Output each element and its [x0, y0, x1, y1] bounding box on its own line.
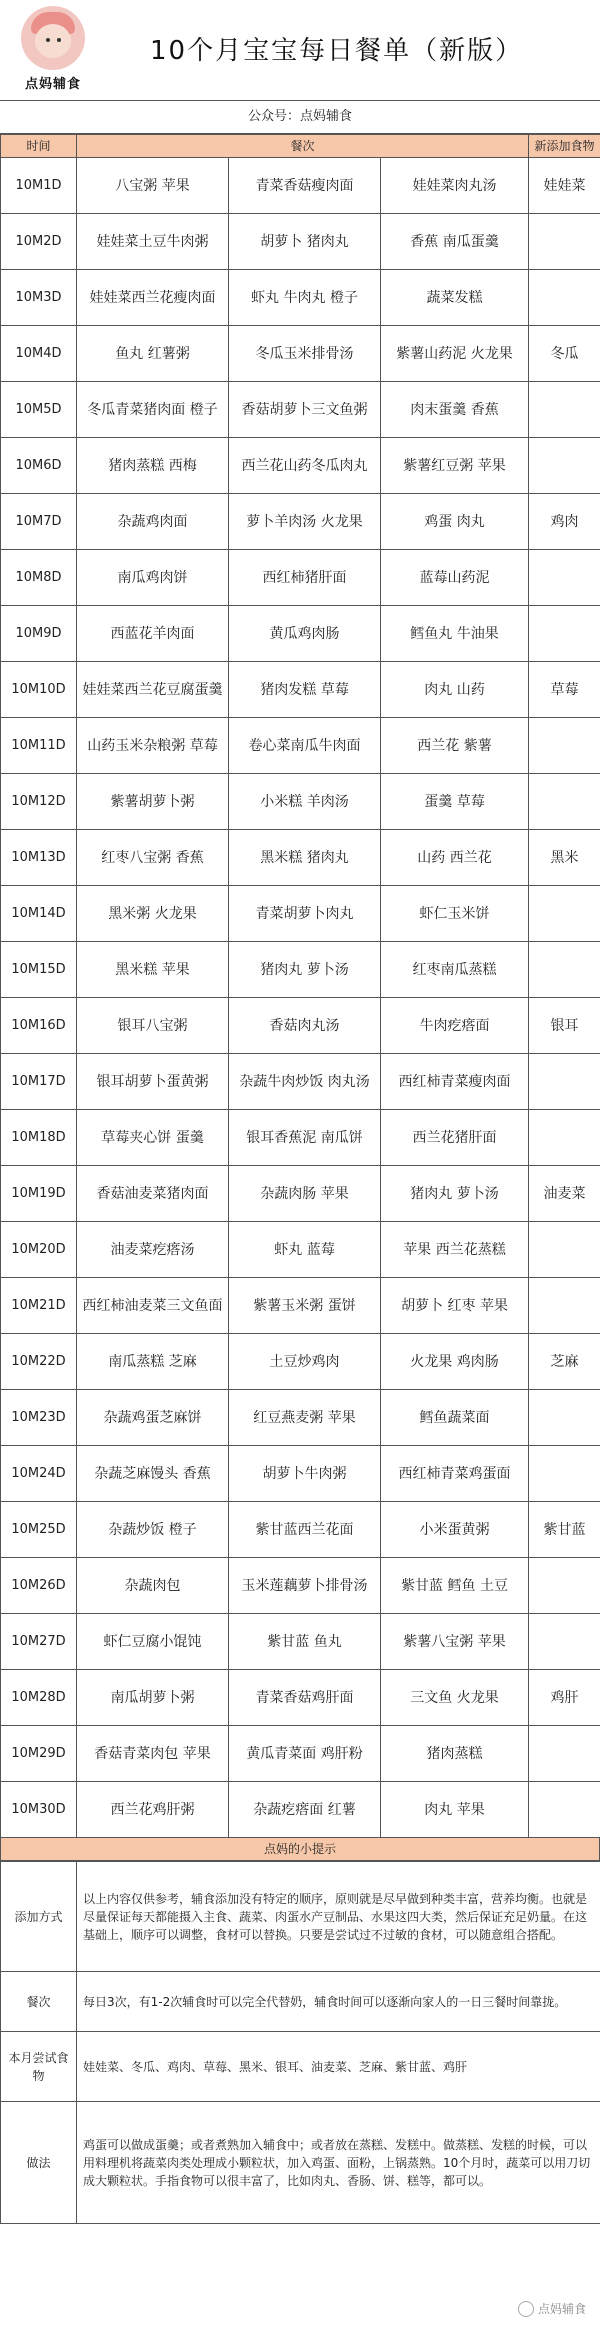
new-food-cell — [529, 1614, 600, 1670]
baby-avatar-icon — [21, 6, 85, 70]
new-food-cell: 银耳 — [529, 998, 600, 1054]
table-row — [1, 1726, 600, 1782]
meal-1-cell: 黑米粥 火龙果 — [77, 886, 229, 942]
tips-header: 点妈的小提示 — [0, 1838, 600, 1861]
new-food-cell — [529, 774, 600, 830]
new-food-cell: 紫甘蓝 — [529, 1502, 600, 1558]
meal-3-cell: 鳕鱼丸 牛油果 — [381, 606, 529, 662]
day-cell: 10M26D — [1, 1558, 77, 1614]
day-cell: 10M10D — [1, 662, 77, 718]
new-food-cell: 娃娃菜 — [529, 158, 600, 214]
header — [0, 0, 600, 101]
table-row — [1, 886, 600, 942]
day-cell: 10M12D — [1, 774, 77, 830]
meal-3-cell: 肉丸 苹果 — [381, 1782, 529, 1838]
table-row — [1, 1110, 600, 1166]
watermark-text: 点妈辅食 — [537, 2302, 586, 2316]
meal-1-cell: 香菇油麦菜猪肉面 — [77, 1166, 229, 1222]
meal-3-cell: 蛋羹 草莓 — [381, 774, 529, 830]
meal-1-cell: 杂蔬肉包 — [77, 1558, 229, 1614]
table-row — [1, 830, 600, 886]
day-cell: 10M28D — [1, 1670, 77, 1726]
meal-1-cell: 娃娃菜西兰花豆腐蛋羹 — [77, 662, 229, 718]
tips-table — [0, 1861, 600, 2224]
meal-1-cell: 油麦菜疙瘩汤 — [77, 1222, 229, 1278]
tip-label: 本月尝试食物 — [1, 2032, 77, 2102]
col-header-new-food: 新添加食物 — [529, 135, 600, 158]
meal-1-cell: 南瓜胡萝卜粥 — [77, 1670, 229, 1726]
meal-2-cell: 红豆燕麦粥 苹果 — [229, 1390, 381, 1446]
table-row — [1, 1782, 600, 1838]
tip-label: 添加方式 — [1, 1862, 77, 1972]
new-food-cell — [529, 1782, 600, 1838]
day-cell: 10M9D — [1, 606, 77, 662]
logo-text: 点妈辅食 — [24, 77, 81, 92]
meal-3-cell: 西红柿青菜瘦肉面 — [381, 1054, 529, 1110]
meal-2-cell: 猪肉发糕 草莓 — [229, 662, 381, 718]
tip-row — [1, 2102, 600, 2224]
meal-2-cell: 紫甘蓝西兰花面 — [229, 1502, 381, 1558]
meal-3-cell: 牛肉疙瘩面 — [381, 998, 529, 1054]
meal-3-cell: 三文鱼 火龙果 — [381, 1670, 529, 1726]
new-food-cell — [529, 1278, 600, 1334]
meal-2-cell: 萝卜羊肉汤 火龙果 — [229, 494, 381, 550]
table-row — [1, 662, 600, 718]
meal-3-cell: 猪肉丸 萝卜汤 — [381, 1166, 529, 1222]
meal-2-cell: 香菇肉丸汤 — [229, 998, 381, 1054]
watermark — [518, 2300, 586, 2317]
meal-2-cell: 虾丸 牛肉丸 橙子 — [229, 270, 381, 326]
tip-content: 娃娃菜、冬瓜、鸡肉、草莓、黑米、银耳、油麦菜、芝麻、紫甘蓝、鸡肝 — [77, 2032, 600, 2102]
table-row — [1, 1278, 600, 1334]
col-header-meals: 餐次 — [77, 135, 529, 158]
meal-1-cell: 红枣八宝粥 香蕉 — [77, 830, 229, 886]
meal-3-cell: 猪肉蒸糕 — [381, 1726, 529, 1782]
meal-2-cell: 西红柿猪肝面 — [229, 550, 381, 606]
table-row — [1, 438, 600, 494]
subtitle: 公众号：点妈辅食 — [0, 101, 600, 134]
day-cell: 10M8D — [1, 550, 77, 606]
meal-3-cell: 小米蛋黄粥 — [381, 1502, 529, 1558]
day-cell: 10M13D — [1, 830, 77, 886]
meal-2-cell: 紫甘蓝 鱼丸 — [229, 1614, 381, 1670]
page-title: 10个月宝宝每日餐单（新版） — [150, 36, 524, 66]
new-food-cell — [529, 550, 600, 606]
meal-2-cell: 青菜胡萝卜肉丸 — [229, 886, 381, 942]
meal-2-cell: 玉米莲藕萝卜排骨汤 — [229, 1558, 381, 1614]
day-cell: 10M22D — [1, 1334, 77, 1390]
table-row — [1, 1166, 600, 1222]
meal-1-cell: 虾仁豆腐小馄饨 — [77, 1614, 229, 1670]
new-food-cell — [529, 1726, 600, 1782]
table-row — [1, 774, 600, 830]
new-food-cell — [529, 1390, 600, 1446]
meal-3-cell: 虾仁玉米饼 — [381, 886, 529, 942]
meal-3-cell: 鸡蛋 肉丸 — [381, 494, 529, 550]
meal-3-cell: 鳕鱼蔬菜面 — [381, 1390, 529, 1446]
meal-2-cell: 小米糕 羊肉汤 — [229, 774, 381, 830]
tip-row — [1, 1862, 600, 1972]
new-food-cell — [529, 1110, 600, 1166]
table-row — [1, 270, 600, 326]
new-food-cell — [529, 606, 600, 662]
logo — [10, 6, 96, 94]
meal-1-cell: 银耳胡萝卜蛋黄粥 — [77, 1054, 229, 1110]
new-food-cell — [529, 886, 600, 942]
new-food-cell — [529, 1446, 600, 1502]
meal-3-cell: 紫甘蓝 鳕鱼 土豆 — [381, 1558, 529, 1614]
col-header-time: 时间 — [1, 135, 77, 158]
day-cell: 10M18D — [1, 1110, 77, 1166]
new-food-cell — [529, 1558, 600, 1614]
tip-row — [1, 1972, 600, 2032]
meal-1-cell: 山药玉米杂粮粥 草莓 — [77, 718, 229, 774]
new-food-cell — [529, 438, 600, 494]
table-row — [1, 326, 600, 382]
tip-label: 餐次 — [1, 1972, 77, 2032]
day-cell: 10M15D — [1, 942, 77, 998]
meal-1-cell: 鱼丸 红薯粥 — [77, 326, 229, 382]
meal-1-cell: 香菇青菜肉包 苹果 — [77, 1726, 229, 1782]
meal-3-cell: 娃娃菜肉丸汤 — [381, 158, 529, 214]
meal-2-cell: 杂蔬疙瘩面 红薯 — [229, 1782, 381, 1838]
meal-2-cell: 杂蔬肉肠 苹果 — [229, 1166, 381, 1222]
meal-1-cell: 娃娃菜土豆牛肉粥 — [77, 214, 229, 270]
meal-1-cell: 八宝粥 苹果 — [77, 158, 229, 214]
meal-1-cell: 银耳八宝粥 — [77, 998, 229, 1054]
meal-2-cell: 银耳香蕉泥 南瓜饼 — [229, 1110, 381, 1166]
day-cell: 10M30D — [1, 1782, 77, 1838]
meal-table — [0, 134, 600, 1838]
meal-1-cell: 猪肉蒸糕 西梅 — [77, 438, 229, 494]
meal-1-cell: 黑米糕 苹果 — [77, 942, 229, 998]
meal-3-cell: 肉末蛋羹 香蕉 — [381, 382, 529, 438]
new-food-cell — [529, 270, 600, 326]
meal-3-cell: 香蕉 南瓜蛋羹 — [381, 214, 529, 270]
meal-1-cell: 南瓜蒸糕 芝麻 — [77, 1334, 229, 1390]
tip-row — [1, 2032, 600, 2102]
day-cell: 10M2D — [1, 214, 77, 270]
new-food-cell: 油麦菜 — [529, 1166, 600, 1222]
table-row — [1, 1614, 600, 1670]
meal-2-cell: 黄瓜青菜面 鸡肝粉 — [229, 1726, 381, 1782]
meal-3-cell: 紫薯红豆粥 苹果 — [381, 438, 529, 494]
meal-1-cell: 杂蔬炒饭 橙子 — [77, 1502, 229, 1558]
meal-2-cell: 黑米糕 猪肉丸 — [229, 830, 381, 886]
meal-1-cell: 杂蔬鸡蛋芝麻饼 — [77, 1390, 229, 1446]
meal-1-cell: 南瓜鸡肉饼 — [77, 550, 229, 606]
table-row — [1, 606, 600, 662]
meal-3-cell: 肉丸 山药 — [381, 662, 529, 718]
meal-2-cell: 西兰花山药冬瓜肉丸 — [229, 438, 381, 494]
day-cell: 10M16D — [1, 998, 77, 1054]
new-food-cell: 鸡肝 — [529, 1670, 600, 1726]
meal-3-cell: 山药 西兰花 — [381, 830, 529, 886]
meal-3-cell: 西红柿青菜鸡蛋面 — [381, 1446, 529, 1502]
day-cell: 10M11D — [1, 718, 77, 774]
day-cell: 10M5D — [1, 382, 77, 438]
new-food-cell — [529, 1054, 600, 1110]
meal-2-cell: 紫薯玉米粥 蛋饼 — [229, 1278, 381, 1334]
day-cell: 10M27D — [1, 1614, 77, 1670]
meal-2-cell: 黄瓜鸡肉肠 — [229, 606, 381, 662]
new-food-cell — [529, 214, 600, 270]
meal-3-cell: 胡萝卜 红枣 苹果 — [381, 1278, 529, 1334]
table-row — [1, 158, 600, 214]
table-row — [1, 1446, 600, 1502]
table-row — [1, 718, 600, 774]
new-food-cell: 草莓 — [529, 662, 600, 718]
table-row — [1, 1054, 600, 1110]
meal-1-cell: 西蓝花羊肉面 — [77, 606, 229, 662]
day-cell: 10M17D — [1, 1054, 77, 1110]
meal-2-cell: 胡萝卜 猪肉丸 — [229, 214, 381, 270]
table-row — [1, 1670, 600, 1726]
table-header — [1, 135, 600, 158]
meal-2-cell: 青菜香菇瘦肉面 — [229, 158, 381, 214]
day-cell: 10M1D — [1, 158, 77, 214]
day-cell: 10M6D — [1, 438, 77, 494]
tip-content: 鸡蛋可以做成蛋羹；或者煮熟加入辅食中；或者放在蒸糕、发糕中。做蒸糕、发糕的时候，可以用料理机将蔬菜肉类处理成小颗粒状，加入鸡蛋、面粉，上锅蒸熟。10个月时，蔬菜可以用刀切成大颗粒状。手指食物可以很丰富了，比如肉丸、香肠、饼、糕等，都可以。 — [77, 2102, 600, 2224]
meal-3-cell: 苹果 西兰花蒸糕 — [381, 1222, 529, 1278]
day-cell: 10M7D — [1, 494, 77, 550]
meal-3-cell: 蓝莓山药泥 — [381, 550, 529, 606]
new-food-cell: 芝麻 — [529, 1334, 600, 1390]
day-cell: 10M4D — [1, 326, 77, 382]
meal-1-cell: 紫薯胡萝卜粥 — [77, 774, 229, 830]
table-row — [1, 1502, 600, 1558]
day-cell: 10M3D — [1, 270, 77, 326]
meal-3-cell: 红枣南瓜蒸糕 — [381, 942, 529, 998]
new-food-cell — [529, 1222, 600, 1278]
day-cell: 10M19D — [1, 1166, 77, 1222]
meal-3-cell: 紫薯山药泥 火龙果 — [381, 326, 529, 382]
tip-content: 每日3次，有1-2次辅食时可以完全代替奶，辅食时间可以逐渐向家人的一日三餐时间靠拢。 — [77, 1972, 600, 2032]
meal-2-cell: 胡萝卜牛肉粥 — [229, 1446, 381, 1502]
meal-3-cell: 蔬菜发糕 — [381, 270, 529, 326]
meal-1-cell: 杂蔬芝麻馒头 香蕉 — [77, 1446, 229, 1502]
new-food-cell — [529, 382, 600, 438]
meal-2-cell: 香菇胡萝卜三文鱼粥 — [229, 382, 381, 438]
tip-content: 以上内容仅供参考，辅食添加没有特定的顺序，原则就是尽早做到种类丰富，营养均衡。也就是尽量保证每天都能摄入主食、蔬菜、肉蛋水产豆制品、水果这四大类，然后保证充足奶量。在这基础上，顺序可以调整，食材可以替换。只要是尝试过不过敏的食材，可以随意组合搭配。 — [77, 1862, 600, 1972]
meal-1-cell: 西红柿油麦菜三文鱼面 — [77, 1278, 229, 1334]
day-cell: 10M14D — [1, 886, 77, 942]
new-food-cell: 冬瓜 — [529, 326, 600, 382]
meal-3-cell: 西兰花 紫薯 — [381, 718, 529, 774]
meal-2-cell: 虾丸 蓝莓 — [229, 1222, 381, 1278]
meal-3-cell: 紫薯八宝粥 苹果 — [381, 1614, 529, 1670]
table-row — [1, 998, 600, 1054]
meal-2-cell: 冬瓜玉米排骨汤 — [229, 326, 381, 382]
meal-1-cell: 冬瓜青菜猪肉面 橙子 — [77, 382, 229, 438]
new-food-cell: 鸡肉 — [529, 494, 600, 550]
meal-3-cell: 西兰花猪肝面 — [381, 1110, 529, 1166]
table-row — [1, 942, 600, 998]
wechat-icon — [518, 2301, 534, 2317]
table-row — [1, 1558, 600, 1614]
meal-1-cell: 草莓夹心饼 蛋羹 — [77, 1110, 229, 1166]
table-row — [1, 550, 600, 606]
table-row — [1, 1334, 600, 1390]
day-cell: 10M29D — [1, 1726, 77, 1782]
table-row — [1, 494, 600, 550]
meal-2-cell: 猪肉丸 萝卜汤 — [229, 942, 381, 998]
meal-1-cell: 西兰花鸡肝粥 — [77, 1782, 229, 1838]
table-row — [1, 382, 600, 438]
day-cell: 10M25D — [1, 1502, 77, 1558]
meal-3-cell: 火龙果 鸡肉肠 — [381, 1334, 529, 1390]
meal-2-cell: 卷心菜南瓜牛肉面 — [229, 718, 381, 774]
new-food-cell: 黑米 — [529, 830, 600, 886]
day-cell: 10M21D — [1, 1278, 77, 1334]
table-row — [1, 1222, 600, 1278]
tip-label: 做法 — [1, 2102, 77, 2224]
day-cell: 10M24D — [1, 1446, 77, 1502]
table-row — [1, 214, 600, 270]
new-food-cell — [529, 942, 600, 998]
meal-2-cell: 杂蔬牛肉炒饭 肉丸汤 — [229, 1054, 381, 1110]
meal-2-cell: 青菜香菇鸡肝面 — [229, 1670, 381, 1726]
meal-1-cell: 娃娃菜西兰花瘦肉面 — [77, 270, 229, 326]
meal-1-cell: 杂蔬鸡肉面 — [77, 494, 229, 550]
new-food-cell — [529, 718, 600, 774]
day-cell: 10M23D — [1, 1390, 77, 1446]
meal-2-cell: 土豆炒鸡肉 — [229, 1334, 381, 1390]
day-cell: 10M20D — [1, 1222, 77, 1278]
table-row — [1, 1390, 600, 1446]
